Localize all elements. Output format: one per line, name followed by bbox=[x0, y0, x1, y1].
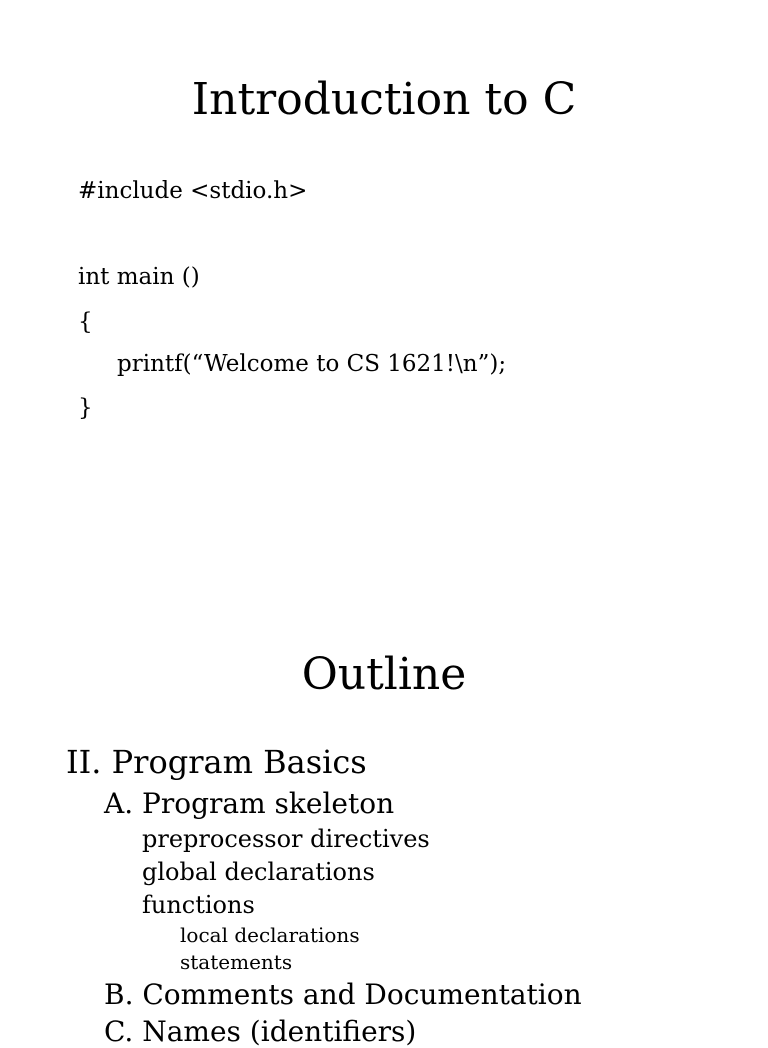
slide-title: Introduction to C bbox=[191, 74, 577, 125]
slide-outline bbox=[0, 560, 768, 1048]
code-line-close-brace: } bbox=[78, 395, 93, 421]
slide-title: Outline bbox=[301, 649, 467, 700]
outline-item: local declarations bbox=[180, 923, 360, 947]
outline-item: functions bbox=[142, 891, 255, 919]
code-line-include: #include <stdio.h> bbox=[78, 178, 308, 204]
outline-item: II. Program Basics bbox=[66, 743, 367, 781]
outline-item: A. Program skeleton bbox=[104, 787, 395, 820]
code-line-printf: printf(“Welcome to CS 1621!\n”); bbox=[117, 351, 507, 377]
outline-item: B. Comments and Documentation bbox=[104, 978, 582, 1011]
outline-item: C. Names (identifiers) bbox=[104, 1015, 417, 1048]
code-line-open-brace: { bbox=[78, 309, 93, 335]
code-line-main: int main () bbox=[78, 264, 200, 290]
outline-item: global declarations bbox=[142, 858, 375, 886]
outline-item: preprocessor directives bbox=[142, 825, 430, 853]
outline-item: statements bbox=[180, 950, 293, 974]
